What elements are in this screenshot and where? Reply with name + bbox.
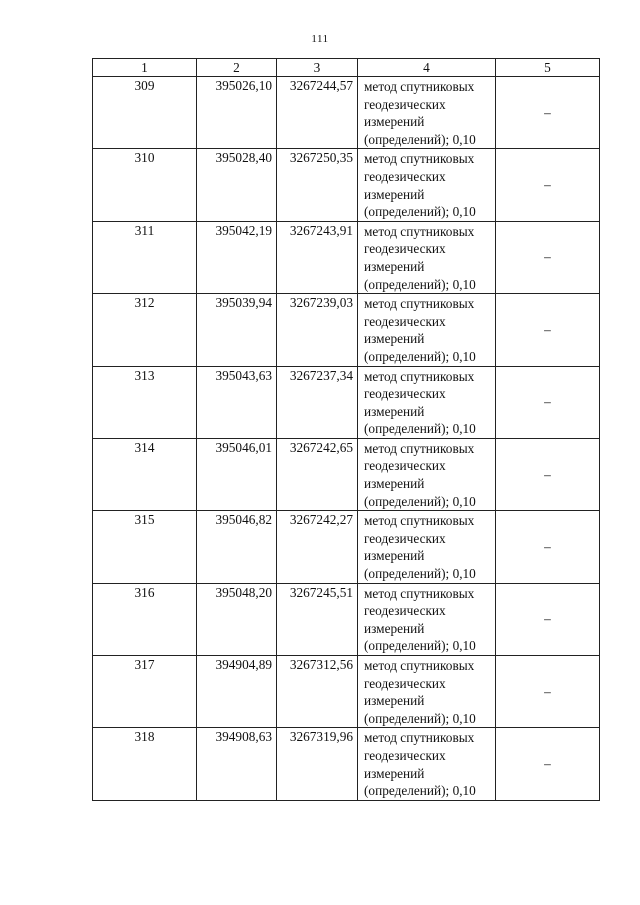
description-cell: –: [496, 294, 600, 366]
method-text-line: геодезических: [364, 386, 446, 402]
description-cell: –: [496, 221, 600, 293]
point-number-cell: 315: [93, 511, 197, 583]
table-row: [93, 366, 600, 438]
description-cell: –: [496, 77, 600, 149]
method-text-line: (определений); 0,10: [364, 131, 476, 147]
method-text-line: метод спутниковых: [364, 223, 475, 239]
y-coordinate-cell: 3267237,34: [277, 366, 358, 438]
method-text-line: геодезических: [364, 96, 446, 112]
description-cell: –: [496, 149, 600, 221]
method-text-line: геодезических: [364, 530, 446, 546]
table-header-row: [93, 59, 600, 77]
method-text-line: измерений: [364, 403, 425, 419]
point-number-cell: 318: [93, 728, 197, 800]
point-number-cell: 311: [93, 221, 197, 293]
coordinates-table: [92, 58, 600, 801]
method-text-line: измерений: [364, 693, 425, 709]
column-header-2: 2: [197, 59, 277, 77]
method-text-line: (определений); 0,10: [364, 710, 476, 726]
point-number-cell: 314: [93, 438, 197, 510]
x-coordinate-cell: 395043,63: [197, 366, 277, 438]
point-number-cell: 312: [93, 294, 197, 366]
y-coordinate-cell: 3267243,91: [277, 221, 358, 293]
method-text-line: метод спутниковых: [364, 368, 475, 384]
method-text-line: (определений); 0,10: [364, 638, 476, 654]
method-text-line: метод спутниковых: [364, 730, 475, 746]
method-text-line: измерений: [364, 331, 425, 347]
x-coordinate-cell: 395042,19: [197, 221, 277, 293]
y-coordinate-cell: 3267244,57: [277, 77, 358, 149]
method-text-line: измерений: [364, 476, 425, 492]
column-header-5: 5: [496, 59, 600, 77]
method-text-line: метод спутниковых: [364, 658, 475, 673]
y-coordinate-cell: 3267242,65: [277, 438, 358, 510]
point-number-cell: 316: [93, 583, 197, 655]
x-coordinate-cell: 395028,40: [197, 149, 277, 221]
method-cell: [358, 728, 496, 800]
method-text-line: метод спутниковых: [364, 151, 475, 167]
method-text-line: метод спутниковых: [364, 585, 475, 601]
description-cell: –: [496, 583, 600, 655]
y-coordinate-cell: 3267242,27: [277, 511, 358, 583]
point-number-cell: 313: [93, 366, 197, 438]
page-number: 111: [311, 33, 329, 45]
method-cell: [358, 77, 496, 149]
table-row: [93, 511, 600, 583]
method-text-line: измерений: [364, 620, 425, 636]
table-row: [93, 149, 600, 221]
x-coordinate-cell: 395026,10: [197, 77, 277, 149]
method-text-line: геодезических: [364, 747, 446, 763]
method-cell: [358, 511, 496, 583]
method-cell: [358, 656, 496, 728]
method-text-line: (определений); 0,10: [364, 348, 476, 364]
method-text-line: измерений: [364, 186, 425, 202]
y-coordinate-cell: 3267245,51: [277, 583, 358, 655]
description-cell: –: [496, 656, 600, 728]
method-cell: [358, 221, 496, 293]
x-coordinate-cell: 395048,20: [197, 583, 277, 655]
x-coordinate-cell: 394908,63: [197, 728, 277, 800]
table-row: [93, 294, 600, 366]
x-coordinate-cell: 394904,89: [197, 656, 277, 728]
method-text-line: (определений); 0,10: [364, 493, 476, 509]
description-cell: –: [496, 438, 600, 510]
table-row: [93, 77, 600, 149]
method-text-line: измерений: [364, 765, 425, 781]
column-header-1: 1: [93, 59, 197, 77]
method-text-line: (определений); 0,10: [364, 204, 476, 220]
method-text-line: (определений); 0,10: [364, 276, 476, 292]
method-text-line: (определений); 0,10: [364, 783, 476, 799]
x-coordinate-cell: 395046,82: [197, 511, 277, 583]
point-number-cell: 309: [93, 77, 197, 149]
method-text-line: геодезических: [364, 458, 446, 474]
table-row: [93, 656, 600, 728]
method-text-line: измерений: [364, 548, 425, 564]
table-row: [93, 438, 600, 510]
table-row: [93, 221, 600, 293]
method-cell: [358, 583, 496, 655]
y-coordinate-cell: 3267312,56: [277, 656, 358, 728]
method-text-line: метод спутниковых: [364, 440, 475, 456]
method-cell: [358, 366, 496, 438]
table-row: [93, 583, 600, 655]
method-text-line: (определений); 0,10: [364, 566, 476, 582]
table-row: [93, 728, 600, 800]
method-text-line: геодезических: [364, 241, 446, 257]
point-number-cell: 310: [93, 149, 197, 221]
y-coordinate-cell: 3267319,96: [277, 728, 358, 800]
column-header-4: 4: [358, 59, 496, 77]
x-coordinate-cell: 395039,94: [197, 294, 277, 366]
method-cell: [358, 294, 496, 366]
method-text-line: измерений: [364, 258, 425, 274]
method-text-line: метод спутниковых: [364, 296, 475, 312]
method-text-line: (определений); 0,10: [364, 421, 476, 437]
method-text-line: геодезических: [364, 313, 446, 329]
method-text-line: измерений: [364, 114, 425, 130]
description-cell: –: [496, 511, 600, 583]
method-text-line: геодезических: [364, 675, 446, 691]
method-text-line: геодезических: [364, 168, 446, 184]
method-text-line: метод спутниковых: [364, 513, 475, 529]
method-text-line: метод спутниковых: [364, 79, 475, 94]
column-header-3: 3: [277, 59, 358, 77]
x-coordinate-cell: 395046,01: [197, 438, 277, 510]
method-text-line: геодезических: [364, 603, 446, 619]
description-cell: –: [496, 728, 600, 800]
description-cell: –: [496, 366, 600, 438]
y-coordinate-cell: 3267239,03: [277, 294, 358, 366]
method-cell: [358, 149, 496, 221]
method-cell: [358, 438, 496, 510]
y-coordinate-cell: 3267250,35: [277, 149, 358, 221]
point-number-cell: 317: [93, 656, 197, 728]
